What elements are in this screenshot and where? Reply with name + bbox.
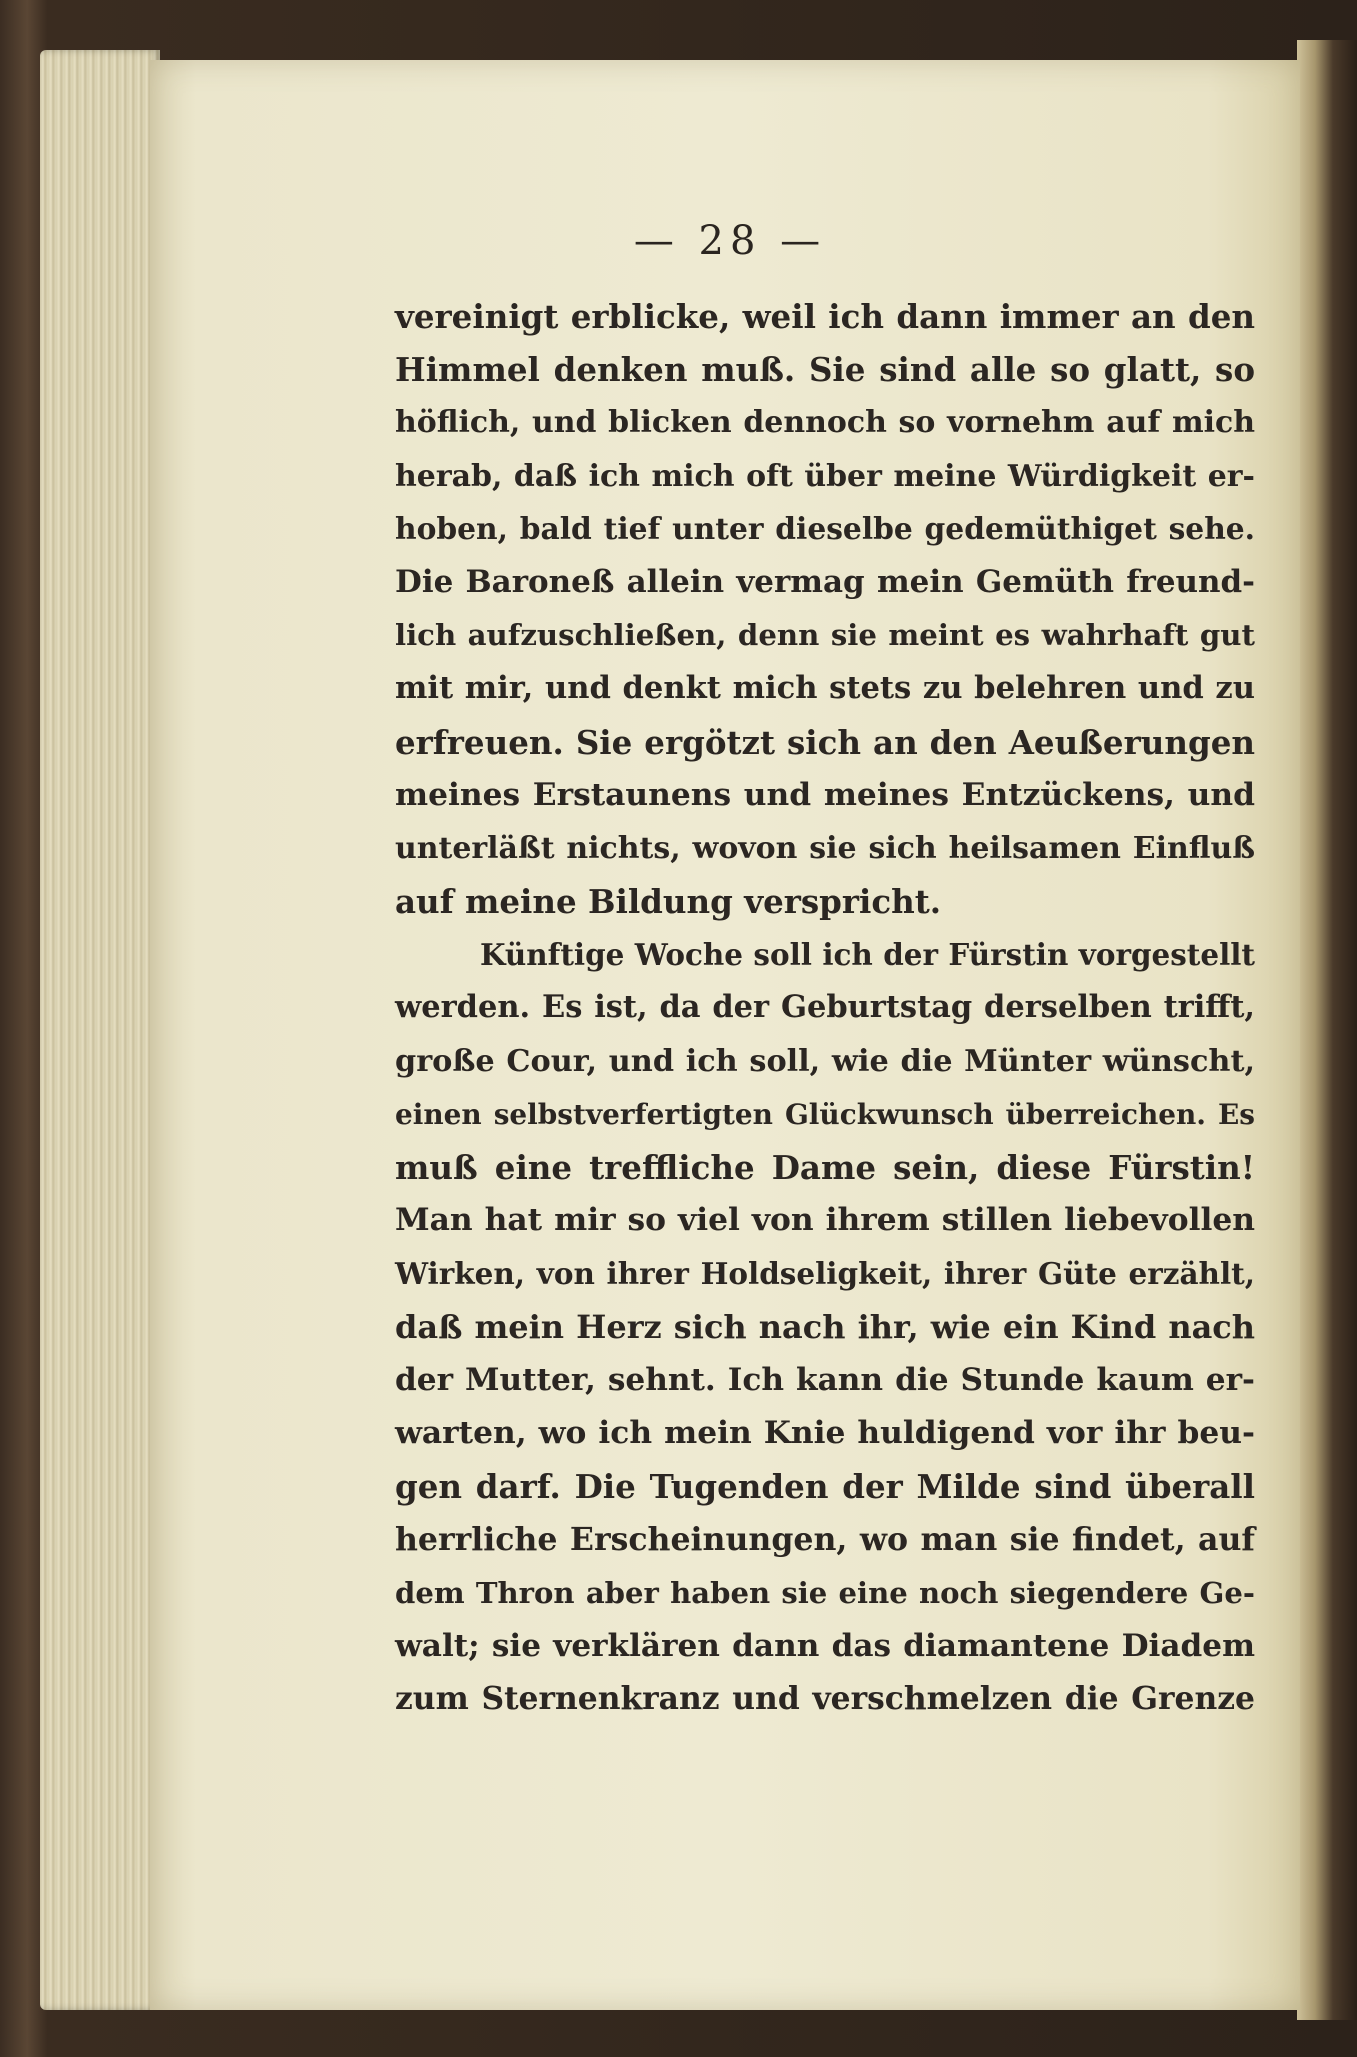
text-line: hoben, bald tief unter dieselbe gedemüthiget sehe.	[395, 511, 1255, 547]
text-line: vereinigt erblicke, weil ich dann immer an den	[395, 297, 1255, 336]
text-line: große Cour, und ich soll, wie die Münter wünscht,	[395, 1043, 1255, 1079]
text-line: zum Sternenkranz und verschmelzen die Grenze	[395, 1680, 1255, 1717]
text-line: höflich, und blicken dennoch so vornehm auf mich	[395, 405, 1255, 441]
paragraph-1	[395, 290, 1255, 928]
text-line: auf meine Bildung verspricht.	[395, 882, 942, 922]
text-line: Man hat mir so viel von ihrem stillen liebevollen	[395, 1202, 1255, 1239]
book-right-edge	[1297, 40, 1357, 2020]
text-line: unterläßt nichts, wovon sie sich heilsamen Einfluß	[395, 830, 1255, 866]
paragraph-2	[395, 928, 1255, 1726]
text-line: walt; sie verklären dann das diamantene Diadem	[395, 1627, 1255, 1664]
text-line: herrliche Erscheinungen, wo man sie findet, auf	[395, 1521, 1255, 1559]
text-line: dem Thron aber haben sie eine noch siegendere Ge-	[395, 1575, 1255, 1610]
text-line: Künftige Woche soll ich der Fürstin vorgestellt	[480, 937, 1255, 973]
text-line: Wirken, von ihrer Holdseligkeit, ihrer Güte erzählt,	[395, 1256, 1255, 1292]
text-line: meines Erstaunens und meines Entzückens, und	[395, 776, 1255, 813]
text-line: Himmel denken muß. Sie sind alle so glatt, so	[395, 350, 1255, 390]
text-line: gen darf. Die Tugenden der Milde sind überall	[395, 1467, 1255, 1507]
page-number: — 28 —	[633, 218, 827, 264]
body-text	[395, 290, 1255, 1726]
text-line: erfreuen. Sie ergötzt sich an den Aeußerungen	[395, 722, 1255, 762]
text-line: mit mir, und denkt mich stets zu belehren und zu	[395, 670, 1255, 707]
text-line: lich aufzuschließen, denn sie meint es wahrhaft gut	[395, 618, 1255, 653]
text-line: werden. Es ist, da der Geburtstag derselben trifft,	[395, 989, 1255, 1026]
text-line: warten, wo ich mein Knie huldigend vor ihr beu-	[395, 1414, 1255, 1451]
text-line: daß mein Herz sich nach ihr, wie ein Kind nach	[395, 1307, 1255, 1346]
text-line: muß eine treffliche Dame sein, diese Fürstin!	[395, 1148, 1255, 1187]
book-page-edges	[40, 50, 160, 2010]
text-line: einen selbstverfertigten Glückwunsch überreichen. Es	[395, 1097, 1255, 1131]
text-line: herab, daß ich mich oft über meine Würdigkeit er-	[395, 458, 1255, 494]
text-line: der Mutter, sehnt. Ich kann die Stunde kaum er-	[395, 1361, 1255, 1398]
text-line: Die Baroneß allein vermag mein Gemüth freund-	[395, 563, 1255, 600]
